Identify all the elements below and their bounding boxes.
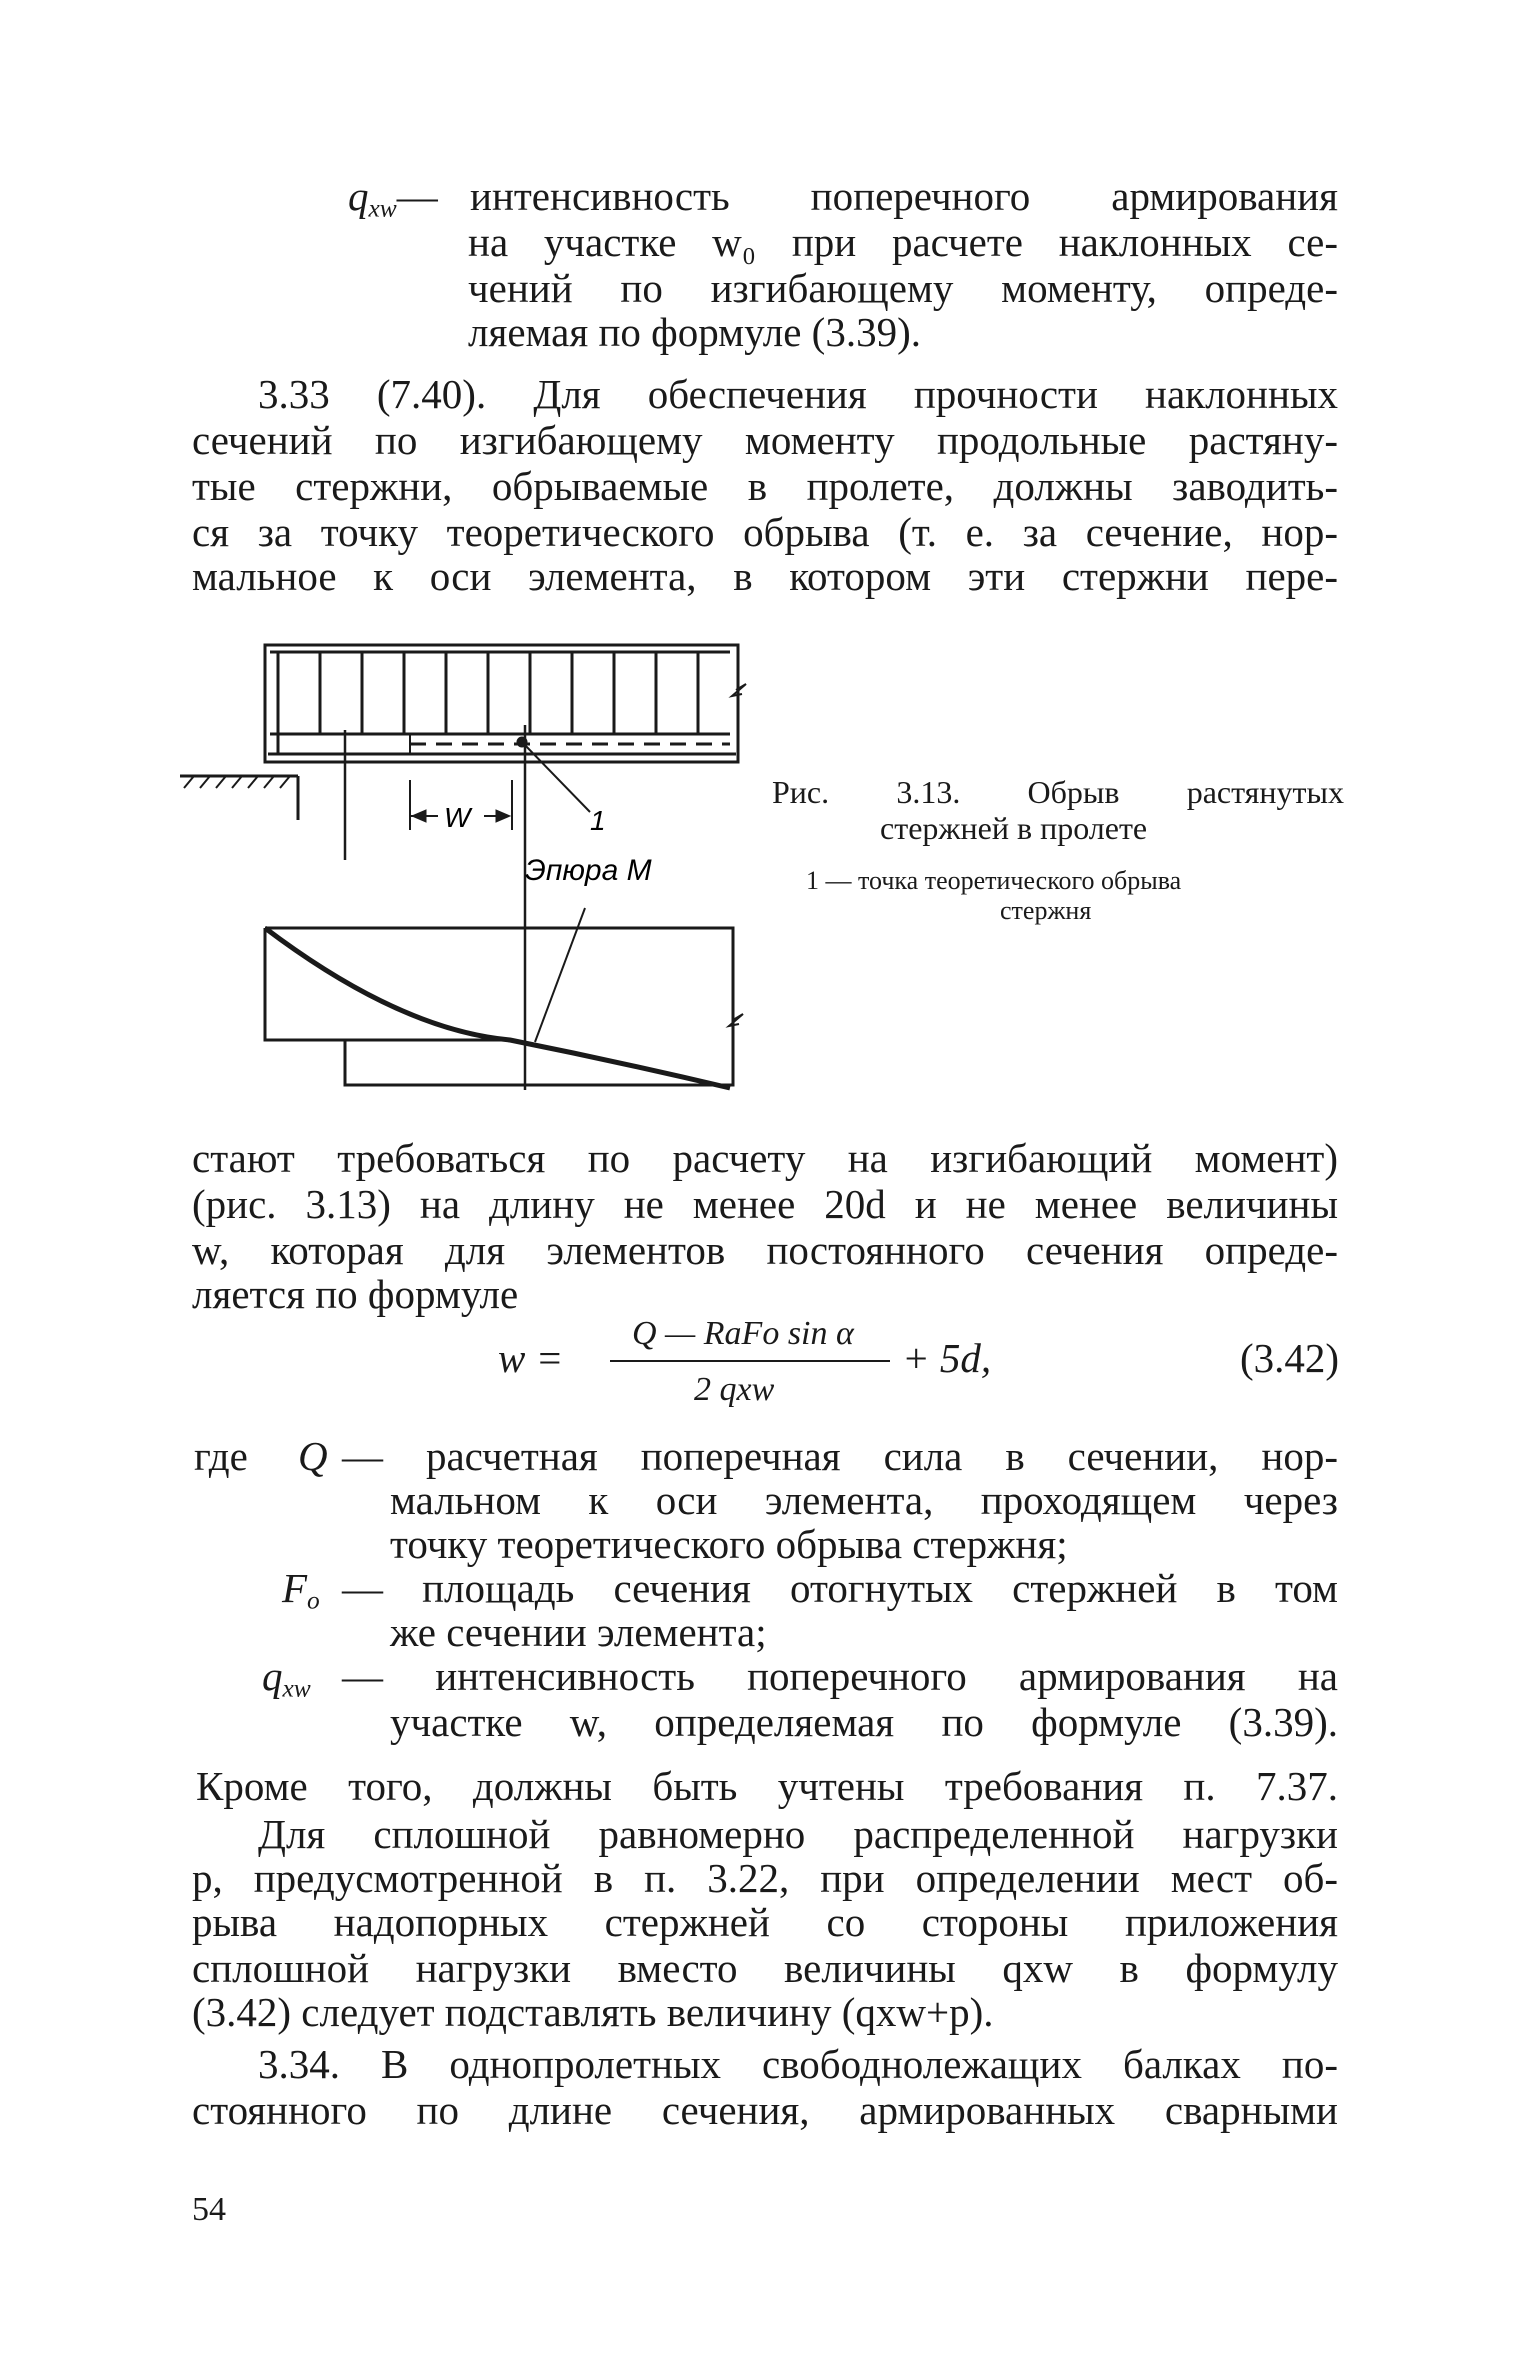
para-after-line-2: Для сплошной равномерно распределенной нагрузки: [258, 1811, 1338, 1857]
theoretical-cut-point: [517, 737, 527, 747]
figure-legend-line-1: 1 — точка теоретического обрыва: [806, 866, 1182, 895]
para-after-line-5: сплошной нагрузки вместо величины qxw в формулу: [192, 1945, 1338, 1991]
para-after-line-1: Кроме того, должны быть учтены требования п. 7.37.: [196, 1763, 1338, 1809]
support-hatch: [184, 776, 290, 788]
para-after-line-4: рыва надопорных стержней со стороны приложения: [192, 1899, 1338, 1945]
para-334-line-2: стоянного по длине сечения, армированных сварными: [192, 2087, 1338, 2133]
formula-fraction-bar: [610, 1360, 890, 1362]
where-qxw-line-1: — интенсивность поперечного армирования на: [342, 1653, 1338, 1699]
para-cont-line-4: ляется по формуле: [192, 1271, 519, 1317]
formula-numerator: Q — RaFo sin α: [632, 1315, 854, 1352]
para-cont-line-3: w, которая для элементов постоянного сечения опреде-: [192, 1227, 1338, 1273]
para-333-line-3: тые стержни, обрываемые в пролете, должны заводить-: [192, 463, 1338, 509]
page-number: 54: [192, 2191, 226, 2228]
figure-caption-line-1: Рис. 3.13. Обрыв растянутых: [772, 774, 1344, 810]
formula-rhs: + 5d,: [902, 1335, 992, 1381]
para-after-line-6: (3.42) следует подставлять величину (qxw+p).: [192, 1989, 994, 2035]
where-f-line-1: — площадь сечения отогнутых стержней в том: [342, 1565, 1338, 1611]
where-symbol-qxw: $q_{xw}$: [262, 1653, 311, 1703]
para-after-line-3: p, предусмотренной в п. 3.22, при определении мест об-: [192, 1855, 1338, 1901]
formula-lhs: w =: [498, 1335, 564, 1381]
where-symbol-f: $F_o$: [282, 1565, 320, 1615]
def-top-line-4: ляемая по формуле (3.39).: [468, 309, 921, 355]
para-cont-line-2: (рис. 3.13) на длину не менее 20d и не менее величины: [192, 1181, 1338, 1227]
moment-diagram-left: [265, 928, 510, 1040]
label-moment: Эпюра M: [525, 854, 652, 887]
where-q-line-1: — расчетная поперечная сила в сечении, нор-: [342, 1433, 1338, 1479]
formula-number: (3.42): [1240, 1335, 1340, 1381]
stirrups: [278, 652, 698, 754]
where-f-line-2: же сечении элемента;: [390, 1609, 767, 1655]
where-q-line-2: мальном к оси элемента, проходящем через: [390, 1477, 1338, 1523]
def-top-line-3: чений по изгибающему моменту, опреде-: [468, 265, 1338, 311]
where-q-line-3: точку теоретического обрыва стержня;: [390, 1521, 1068, 1567]
para-333-line-4: ся за точку теоретического обрыва (т. е. за сечение, нор-: [192, 509, 1338, 555]
para-333-line-5: мальное к оси элемента, в котором эти стержни пере-: [192, 553, 1338, 599]
para-333-line-2: сечений по изгибающему моменту продольные растяну-: [192, 417, 1338, 463]
para-333-line-1: 3.33 (7.40). Для обеспечения прочности наклонных: [258, 371, 1338, 417]
figure-3-13: [170, 630, 770, 1110]
para-cont-line-1: стают требоваться по расчету на изгибающий момент): [192, 1135, 1338, 1181]
def-top-symbol: $q_{xw}—$: [348, 173, 438, 223]
where-symbol-q: Q: [298, 1433, 328, 1479]
w-arrow-right: [496, 810, 510, 822]
where-word: где: [194, 1433, 248, 1479]
def-top-line-1: интенсивность поперечного армирования: [470, 173, 1338, 219]
def-top-line-2: на участке w₀ при расчете наклонных се-: [468, 219, 1338, 265]
label-1: 1: [590, 805, 606, 836]
figure-legend-line-2: стержня: [1000, 896, 1092, 925]
break-mark-bottom: [729, 1014, 743, 1026]
moment-curve: [265, 928, 730, 1088]
moment-diagram-outline: [265, 928, 733, 1085]
where-qxw-line-2: участке w, определяемая по формуле (3.39).: [390, 1699, 1338, 1745]
para-334-line-1: 3.34. В однопролетных свободнолежащих балках по-: [258, 2041, 1338, 2087]
figure-caption-line-2: стержней в пролете: [880, 810, 1148, 846]
formula-denominator: 2 qxw: [694, 1371, 775, 1408]
label-w: W: [444, 802, 471, 833]
